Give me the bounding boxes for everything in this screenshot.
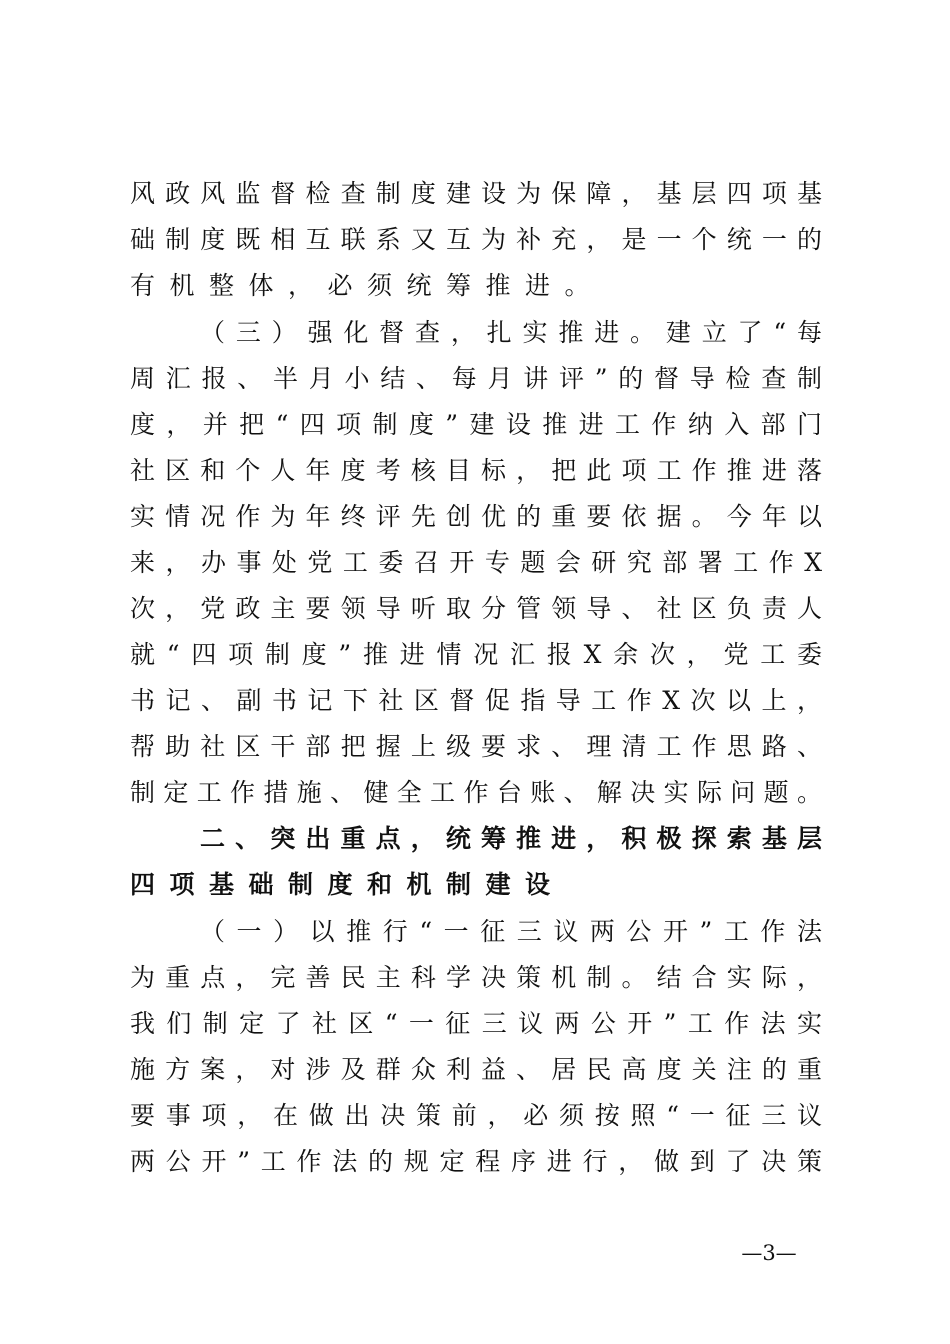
body-line-18: 为重点，完善民主科学决策机制。结合实际， bbox=[130, 963, 822, 992]
body-line-2: 础制度既相互联系又互为补充，是一个统一的 bbox=[130, 225, 822, 254]
body-line-6: 度，并把“四项制度”建设推进工作纳入部门 bbox=[130, 410, 822, 439]
body-line-5: 周汇报、半月小结、每月讲评”的督导检查制 bbox=[130, 364, 822, 393]
section-three-heading-line: （三）强化督查，扎实推进。建立了“每 bbox=[200, 318, 822, 347]
body-line-10: 次，党政主要领导听取分管领导、社区负责人 bbox=[130, 594, 822, 623]
body-line-19: 我们制定了社区“一征三议两公开”工作法实 bbox=[130, 1009, 822, 1038]
page-number: —3— bbox=[741, 1241, 797, 1265]
body-line-11: 就“四项制度”推进情况汇报X余次，党工委 bbox=[130, 640, 822, 669]
body-line-3: 有机整体，必须统筹推进。 bbox=[130, 271, 605, 300]
body-line-20: 施方案，对涉及群众利益、居民高度关注的重 bbox=[130, 1055, 822, 1084]
body-line-1: 风政风监督检查制度建设为保障，基层四项基 bbox=[130, 179, 822, 208]
body-line-8: 实情况作为年终评先创优的重要依据。今年以 bbox=[130, 502, 822, 531]
body-line-13: 帮助社区干部把握上级要求、理清工作思路、 bbox=[130, 732, 822, 761]
subsection-one-heading-line: （一）以推行“一征三议两公开”工作法 bbox=[200, 917, 822, 946]
body-line-12: 书记、副书记下社区督促指导工作X次以上， bbox=[130, 686, 822, 715]
section-two-heading-line-2: 四项基础制度和机制建设 bbox=[130, 870, 565, 899]
body-line-14: 制定工作措施、健全工作台账、解决实际问题。 bbox=[130, 778, 822, 807]
body-line-9: 来，办事处党工委召开专题会研究部署工作X bbox=[130, 548, 822, 577]
body-line-7: 社区和个人年度考核目标，把此项工作推进落 bbox=[130, 456, 822, 485]
section-two-heading-line-1: 二、突出重点，统筹推进，积极探索基层 bbox=[200, 824, 822, 853]
body-line-21: 要事项，在做出决策前，必须按照“一征三议 bbox=[130, 1101, 822, 1130]
body-line-22: 两公开”工作法的规定程序进行，做到了决策 bbox=[130, 1147, 822, 1176]
